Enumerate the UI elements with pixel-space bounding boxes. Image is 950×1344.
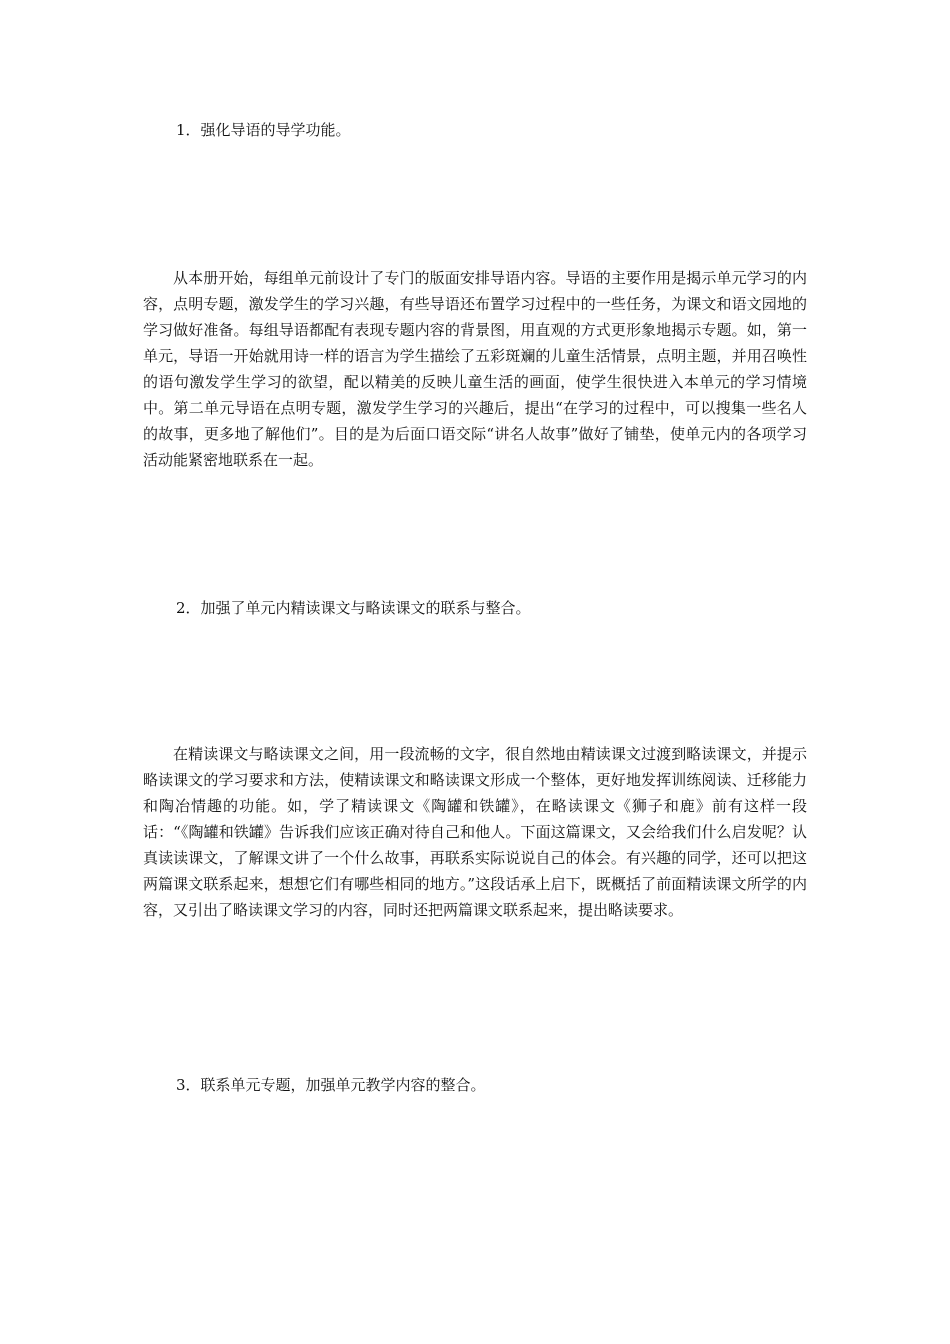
- section-paragraph-1: 从本册开始，每组单元前设计了专门的版面安排导语内容。导语的主要作用是揭示单元学习的内容，点明专题，激发学生的学习兴趣，有些导语还布置学习过程中的一些任务，为课文和语文园地的学习做好准备。每组导语都配有表现专题内容的背景图，用直观的方式更形象地揭示专题。如，第一单元，导语一开始就用诗一样的语言为学生描绘了五彩斑斓的儿童生活情景，点明主题，并用召唤性的语句激发学生学习的欲望，配以精美的反映儿童生活的画面，使学生很快进入本单元的学习情境中。第二单元导语在点明专题，激发学生学习的兴趣后，提出“在学习的过程中，可以搜集一些名人的故事，更多地了解他们”。目的是为后面口语交际“讲名人故事”做好了铺垫，使单元内的各项学习活动能紧密地联系在一起。: [143, 269, 807, 469]
- section-paragraph-2: 在精读课文与略读课文之间，用一段流畅的文字，很自然地由精读课文过渡到略读课文，并提示略读课文的学习要求和方法，使精读课文和略读课文形成一个整体，更好地发挥训练阅读、迁移能力和陶冶情趣的功能。如，学了精读课文《陶罐和铁罐》，在略读课文《狮子和鹿》前有这样一段话：“《陶罐和铁罐》告诉我们应该正确对待自己和他人。下面这篇课文，又会给我们什么启发呢？认真读读课文，了解课文讲了一个什么故事，再联系实际说说自己的体会。有兴趣的同学，还可以把这两篇课文联系起来，想想它们有哪些相同的地方。”这段话承上启下，既概括了前面精读课文所学的内容，又引出了略读课文学习的内容，同时还把两篇课文联系起来，提出略读要求。: [143, 745, 807, 919]
- section-heading-2: 2．加强了单元内精读课文与略读课文的联系与整合。: [176, 599, 531, 617]
- section-heading-3: 3．联系单元专题，加强单元教学内容的整合。: [176, 1076, 486, 1094]
- section-heading-1: 1．强化导语的导学功能。: [176, 121, 351, 139]
